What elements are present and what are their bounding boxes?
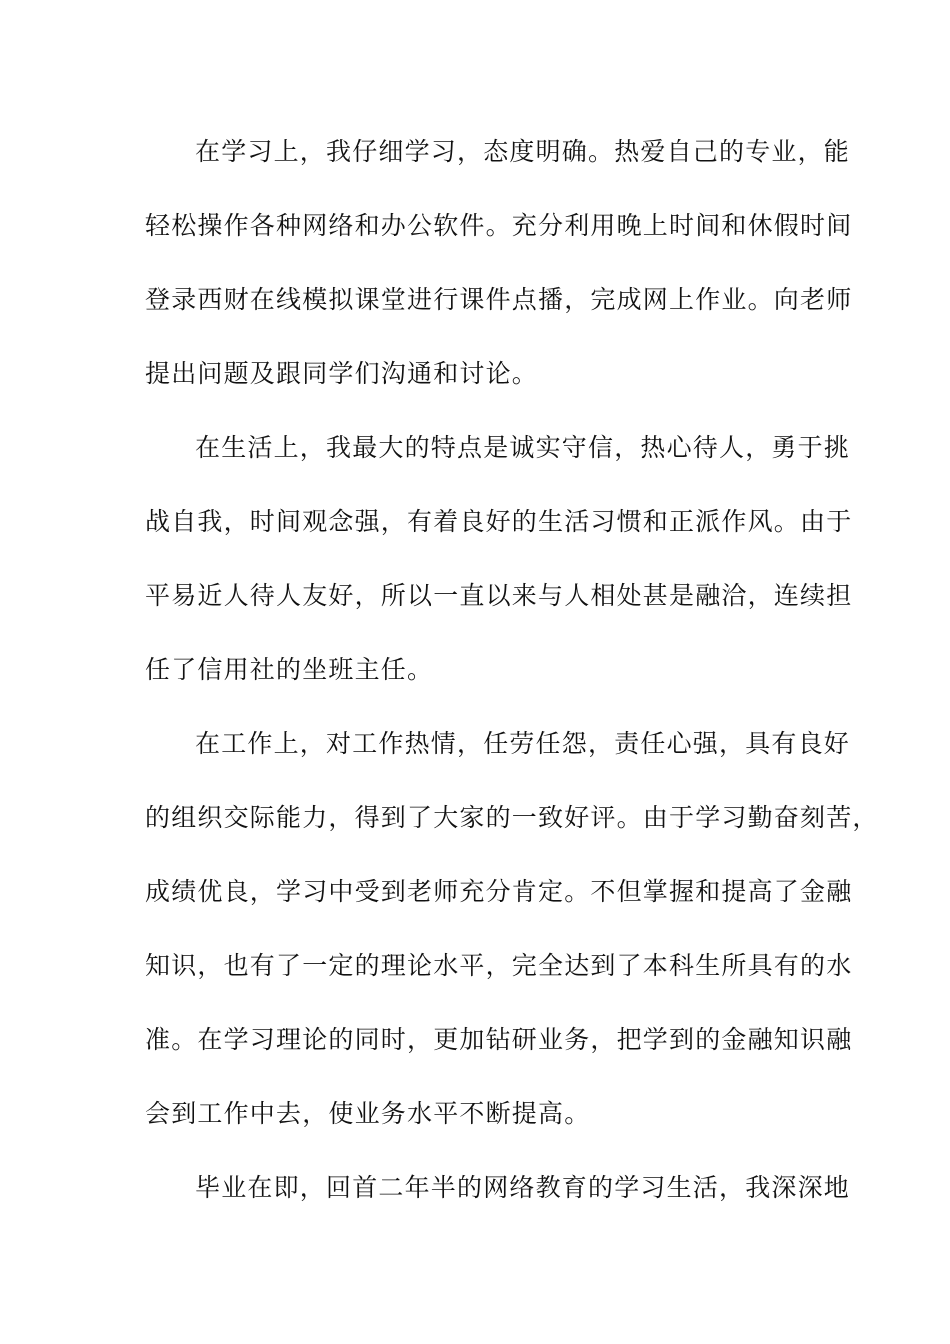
text-line: 战自我，时间观念强，有着良好的生活习惯和正派作风。由于 [145, 507, 853, 536]
paragraph-work [145, 720, 879, 1164]
paragraph-life [145, 424, 853, 720]
text-line: 任了信用社的坐班主任。 [145, 655, 434, 684]
text-line: 的组织交际能力，得到了大家的一致好评。由于学习勤奋刻苦， [145, 803, 879, 832]
text-line: 成绩优良，学习中受到老师充分肯定。不但掌握和提高了金融 [145, 877, 853, 906]
text-line: 轻松操作各种网络和办公软件。充分利用晚上时间和休假时间 [145, 211, 853, 240]
text-line: 提出问题及跟同学们沟通和讨论。 [145, 359, 539, 388]
text-line: 会到工作中去，使业务水平不断提高。 [145, 1099, 591, 1128]
text-line: 在生活上，我最大的特点是诚实守信，热心待人，勇于挑 [195, 433, 851, 462]
text-line: 在工作上，对工作热情，任劳任怨，责任心强，具有良好 [195, 729, 851, 758]
text-line: 登录西财在线模拟课堂进行课件点播，完成网上作业。向老师 [145, 285, 853, 314]
text-line: 知识，也有了一定的理论水平，完全达到了本科生所具有的水 [145, 951, 853, 980]
paragraph-study [145, 128, 853, 424]
text-line: 平易近人待人友好，所以一直以来与人相处甚是融洽，连续担 [145, 581, 853, 610]
document-body [145, 128, 879, 1238]
text-line: 在学习上，我仔细学习，态度明确。热爱自己的专业，能 [195, 137, 851, 166]
text-line: 毕业在即，回首二年半的网络教育的学习生活，我深深地 [195, 1173, 851, 1202]
text-line: 准。在学习理论的同时，更加钻研业务，把学到的金融知识融 [145, 1025, 853, 1054]
paragraph-graduation [145, 1164, 851, 1238]
